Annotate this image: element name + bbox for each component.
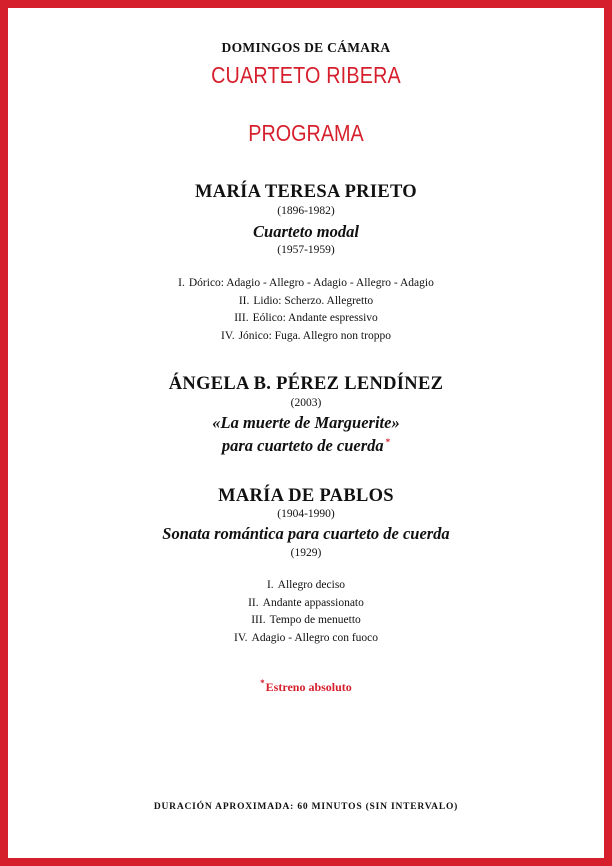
movement-text: Allegro deciso bbox=[277, 579, 346, 591]
composer-dates: (1896-1982) bbox=[277, 205, 335, 217]
work-dates: (1957-1959) bbox=[277, 244, 335, 256]
movement-text: Tempo de menuetto bbox=[269, 614, 361, 626]
work-title-line2 bbox=[8, 436, 604, 456]
movement-number: IV. bbox=[234, 631, 248, 644]
footnote-text: Estreno absoluto bbox=[265, 680, 352, 694]
movement-number: I. bbox=[178, 277, 185, 289]
movement-item bbox=[8, 293, 604, 311]
movement-text: Lidio: Scherzo. Allegretto bbox=[253, 294, 374, 307]
movement-item bbox=[8, 612, 604, 630]
premiere-footnote bbox=[8, 678, 604, 695]
composer-name: ÁNGELA B. PÉREZ LENDÍNEZ bbox=[168, 374, 444, 394]
work-dates: (1929) bbox=[290, 547, 322, 559]
movement-text: Andante appassionato bbox=[262, 596, 364, 609]
movement-item bbox=[8, 630, 604, 648]
work-title: Sonata romántica para cuarteto de cuerda bbox=[162, 524, 450, 543]
composer-name: MARÍA TERESA PRIETO bbox=[195, 182, 417, 202]
movement-text: Jónico: Fuga. Allegro non troppo bbox=[238, 329, 391, 342]
ensemble-name: CUARTETO RIBERA bbox=[211, 62, 401, 88]
movement-number: I. bbox=[266, 579, 274, 591]
movement-number: III. bbox=[251, 614, 266, 626]
movement-number: III. bbox=[234, 312, 249, 324]
movement-item bbox=[8, 595, 604, 613]
movement-item bbox=[8, 328, 604, 346]
movement-item bbox=[8, 577, 604, 595]
footnote-asterisk: * bbox=[260, 678, 265, 688]
composer-dates: (2003) bbox=[290, 397, 322, 409]
movement-number: II. bbox=[238, 294, 250, 307]
duration-note: DURACIÓN APROXIMADA: 60 MINUTOS (SIN INTERVALO) bbox=[153, 802, 459, 812]
movement-text: Adagio - Allegro con fuoco bbox=[251, 631, 378, 644]
composer-name: MARÍA DE PABLOS bbox=[218, 486, 394, 506]
movement-text: Eólico: Andante espressivo bbox=[252, 312, 378, 324]
premiere-asterisk: * bbox=[385, 436, 391, 447]
movement-list bbox=[8, 275, 604, 345]
movement-item bbox=[8, 310, 604, 328]
work-title-line1: «La muerte de Marguerite» bbox=[212, 413, 400, 432]
movement-item bbox=[8, 275, 604, 293]
work-title-line2-text: para cuarteto de cuerda bbox=[221, 436, 384, 455]
work-title: Cuarteto modal bbox=[253, 222, 359, 241]
movement-list bbox=[8, 577, 604, 647]
movement-text: Dórico: Adagio - Allegro - Adagio - Allegro - Adagio bbox=[188, 277, 434, 289]
movement-number: II. bbox=[248, 596, 259, 609]
movement-number: IV. bbox=[221, 329, 235, 342]
composer-dates: (1904-1990) bbox=[277, 508, 335, 520]
series-title: DOMINGOS DE CÁMARA bbox=[221, 40, 391, 55]
program-heading: PROGRAMA bbox=[248, 120, 364, 146]
